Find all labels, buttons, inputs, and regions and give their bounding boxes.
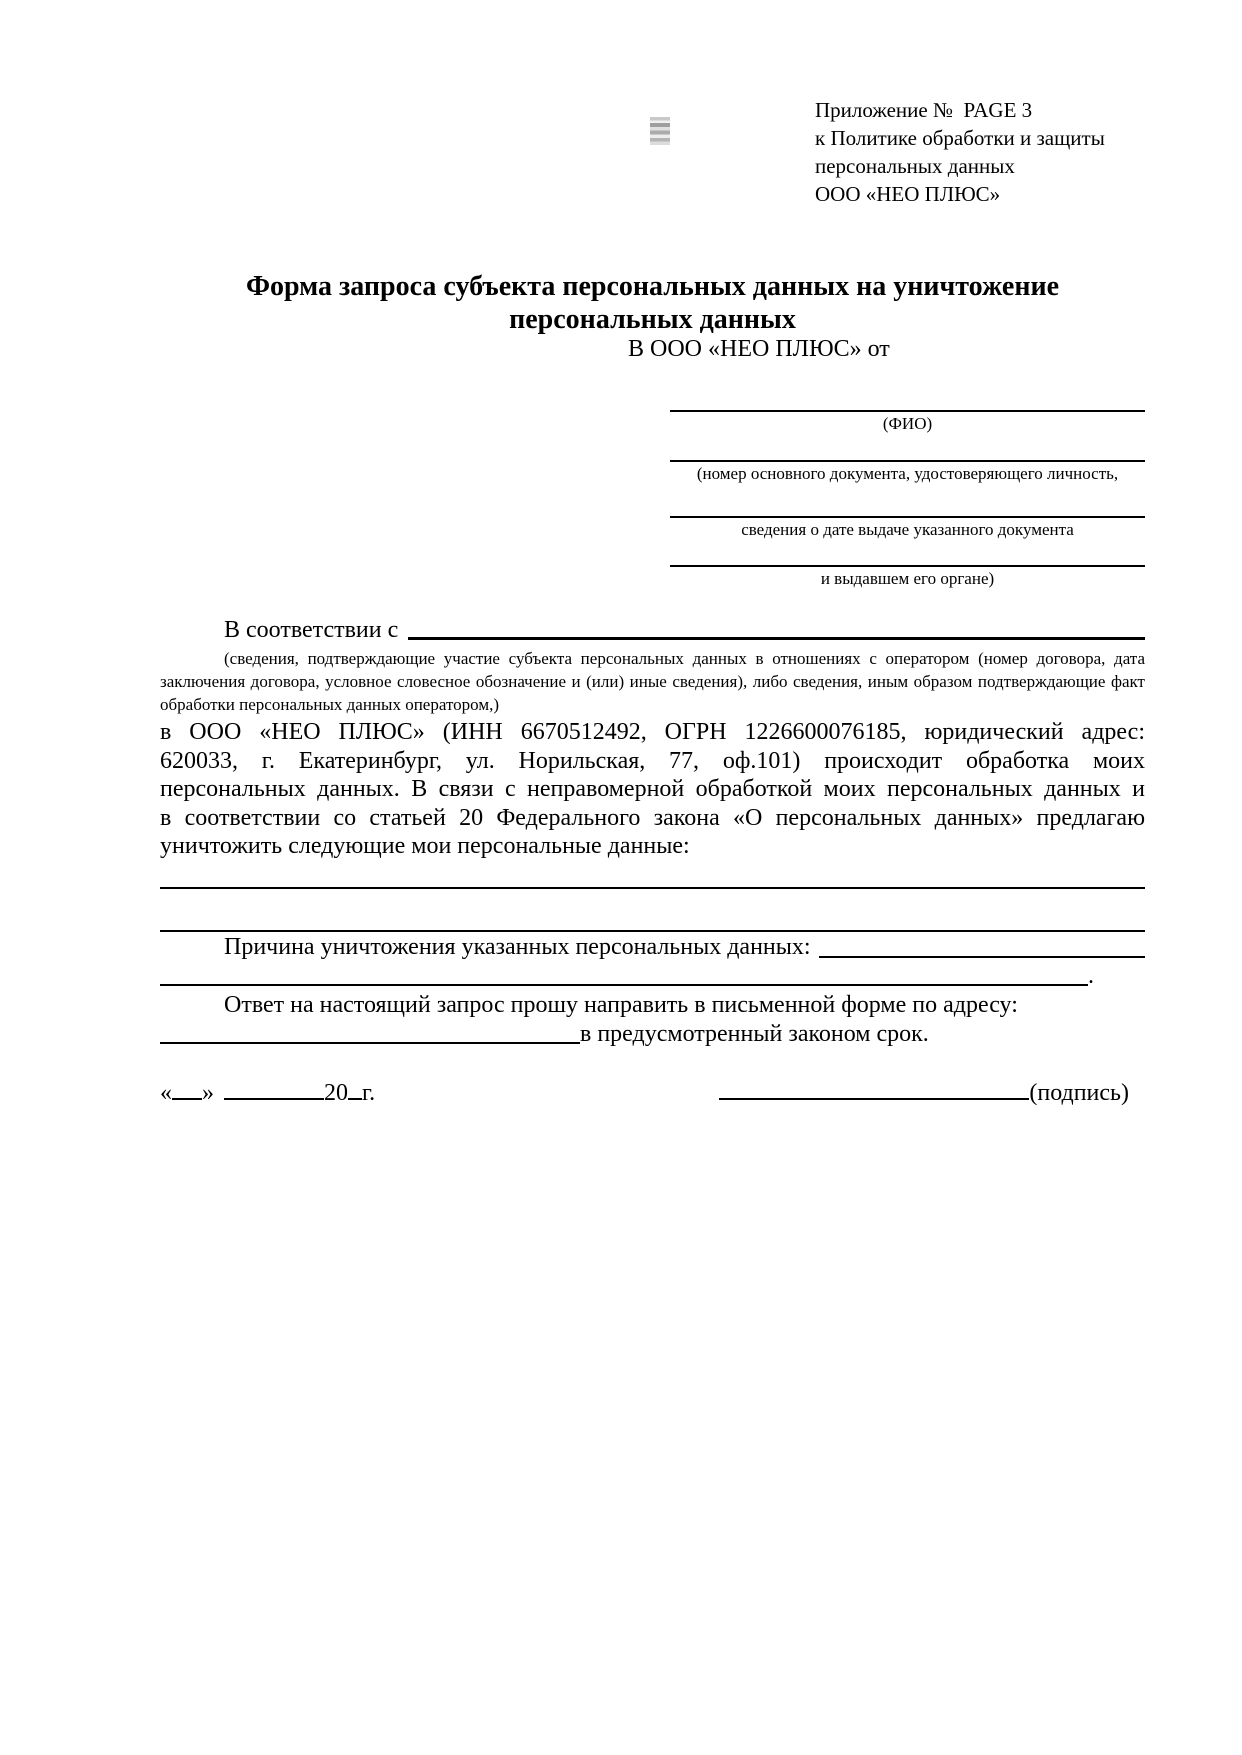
year-blank-line [348, 1096, 362, 1100]
reason-label: Причина уничтожения указанных персональных данных: [224, 933, 811, 960]
main-content [160, 616, 1145, 1108]
embedded-object-artifact-icon [650, 117, 670, 145]
footnote-line-3: обработки персональных данных оператором,) [160, 695, 500, 714]
reason-continuation-row [160, 962, 1145, 991]
body-paragraph [160, 718, 1145, 861]
data-blank-line-1 [160, 861, 1145, 889]
body-line-3: персональных данных. В связи с неправомерной обработкой моих персональных данных и [160, 776, 1145, 802]
reason-row [160, 933, 1145, 962]
accordance-blank-line [408, 637, 1145, 640]
term-text: в предусмотренный законом срок. [580, 1020, 929, 1047]
document-number-blank-line [670, 434, 1145, 462]
appendix-line-number: Приложение № PAGE 3 [815, 98, 1033, 122]
accordance-footnote [160, 647, 1145, 716]
issuing-authority-field [670, 540, 1145, 589]
data-blank-line-2 [160, 889, 1145, 932]
address-blank-line [160, 1042, 580, 1044]
year-prefix: 20 [324, 1079, 348, 1106]
footnote-line-1: (сведения, подтверждающие участие субъекта персональных данных в отношениях с оператором (номер договора, дата [224, 649, 1145, 668]
fio-field [670, 368, 1145, 434]
response-request-line: Ответ на настоящий запрос прошу направить в письменной форме по адресу: [224, 991, 1018, 1018]
appendix-line-company: ООО «НЕО ПЛЮС» [815, 182, 1001, 206]
document-number-field [670, 434, 1145, 484]
fio-caption: (ФИО) [882, 414, 933, 433]
year-unit: г. [362, 1079, 376, 1106]
addressee-line: В ООО «НЕО ПЛЮС» от [628, 336, 890, 362]
date-group [160, 1079, 375, 1108]
body-line-4: в соответствии со статьей 20 Федерального закона «О персональных данных» предлагаю [160, 804, 1145, 831]
date-close-quote: » [202, 1079, 214, 1106]
body-line-5: уничтожить следующие мои персональные данные: [160, 833, 690, 859]
month-blank-line [224, 1096, 324, 1100]
accordance-prefix: В соответствии с [224, 617, 399, 643]
fio-blank-line [670, 368, 1145, 412]
accordance-row [224, 616, 1145, 644]
reason-continuation-blank-line [160, 984, 1088, 986]
appendix-line-personal-data: персональных данных [815, 154, 1015, 178]
issue-date-field [670, 484, 1145, 540]
footnote-line-2: заключения договора, условное словесное обозначение и (или) иные сведения), либо сведения, иным образом подтверждающие факт [160, 672, 1145, 691]
issuing-authority-caption: и выдавшем его органе) [820, 569, 995, 588]
body-line-1: в ООО «НЕО ПЛЮС» (ИНН 6670512492, ОГРН 1226600076185, юридический адрес: [160, 719, 1145, 745]
date-signature-row [160, 1079, 1145, 1108]
document-number-caption: (номер основного документа, удостоверяющего личность, [696, 464, 1119, 483]
signature-blank-line [719, 1096, 1029, 1100]
page-title [160, 270, 1145, 336]
address-term-row [160, 1020, 1145, 1049]
page-title-line-2: персональных данных [509, 304, 796, 335]
page-title-line-1: Форма запроса субъекта персональных данных на уничтожение [245, 271, 1060, 302]
date-open-quote: « [160, 1079, 172, 1106]
signature-caption: (подпись) [1029, 1079, 1129, 1106]
signature-group [719, 1079, 1129, 1108]
issue-date-caption: сведения о дате выдаче указанного документа [741, 520, 1074, 539]
reason-blank-line [819, 956, 1145, 958]
body-line-2: 620033, г. Екатеринбург, ул. Норильская, 77, оф.101) происходит обработка моих [160, 747, 1145, 774]
appendix-header [815, 96, 1175, 208]
reason-period: . [1088, 962, 1094, 989]
day-blank-line [172, 1096, 202, 1100]
issuing-authority-blank-line [670, 540, 1145, 567]
issue-date-blank-line [670, 484, 1145, 518]
appendix-line-policy: к Политике обработки и защиты [815, 126, 1105, 150]
applicant-fields [670, 368, 1145, 589]
